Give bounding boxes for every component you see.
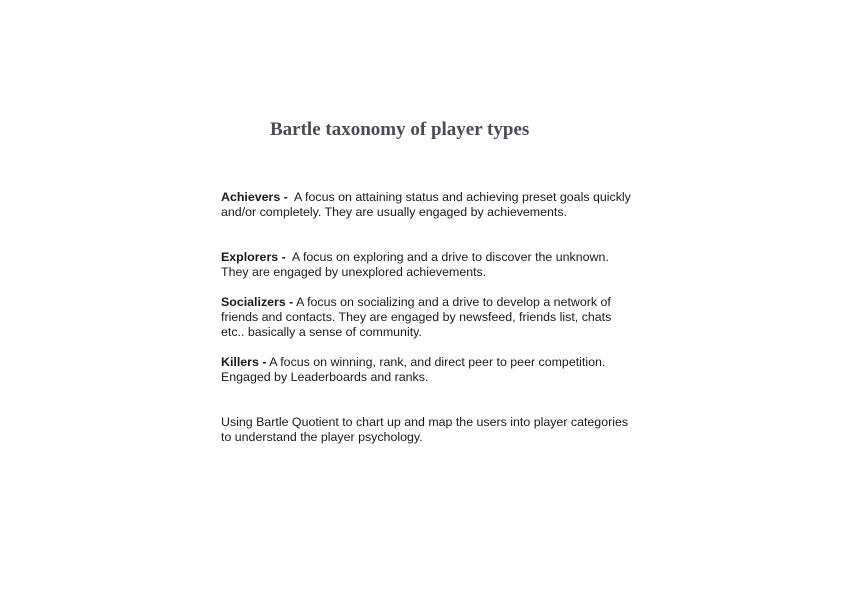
player-type-description: A focus on winning, rank, and direct peer to peer competition. Engaged by Leaderboards and ranks. (221, 355, 609, 384)
page-title: Bartle taxonomy of player types (270, 119, 530, 140)
footer-paragraph: Using Bartle Quotient to chart up and map the users into player categories to understand the player psychology. (221, 415, 629, 444)
player-type-description: A focus on attaining status and achieving preset goals quickly and/or completely. They are usually engaged by achievements. (221, 190, 635, 219)
player-type-name: Killers - (221, 355, 267, 369)
player-type-socializers (221, 295, 631, 340)
player-type-explorers (221, 250, 631, 280)
player-type-name: Achievers - (221, 190, 288, 204)
player-type-achievers (221, 190, 635, 220)
player-type-name: Explorers - (221, 250, 286, 264)
player-type-description: A focus on exploring and a drive to discover the unknown. They are engaged by unexplored achievements. (221, 250, 612, 279)
player-type-name: Socializers - (221, 295, 294, 309)
player-type-killers (221, 355, 631, 385)
player-type-description: A focus on socializing and a drive to develop a network of friends and contacts. They are engaged by newsfeed, friends list, chats etc.. basically a sense of community. (221, 295, 615, 339)
